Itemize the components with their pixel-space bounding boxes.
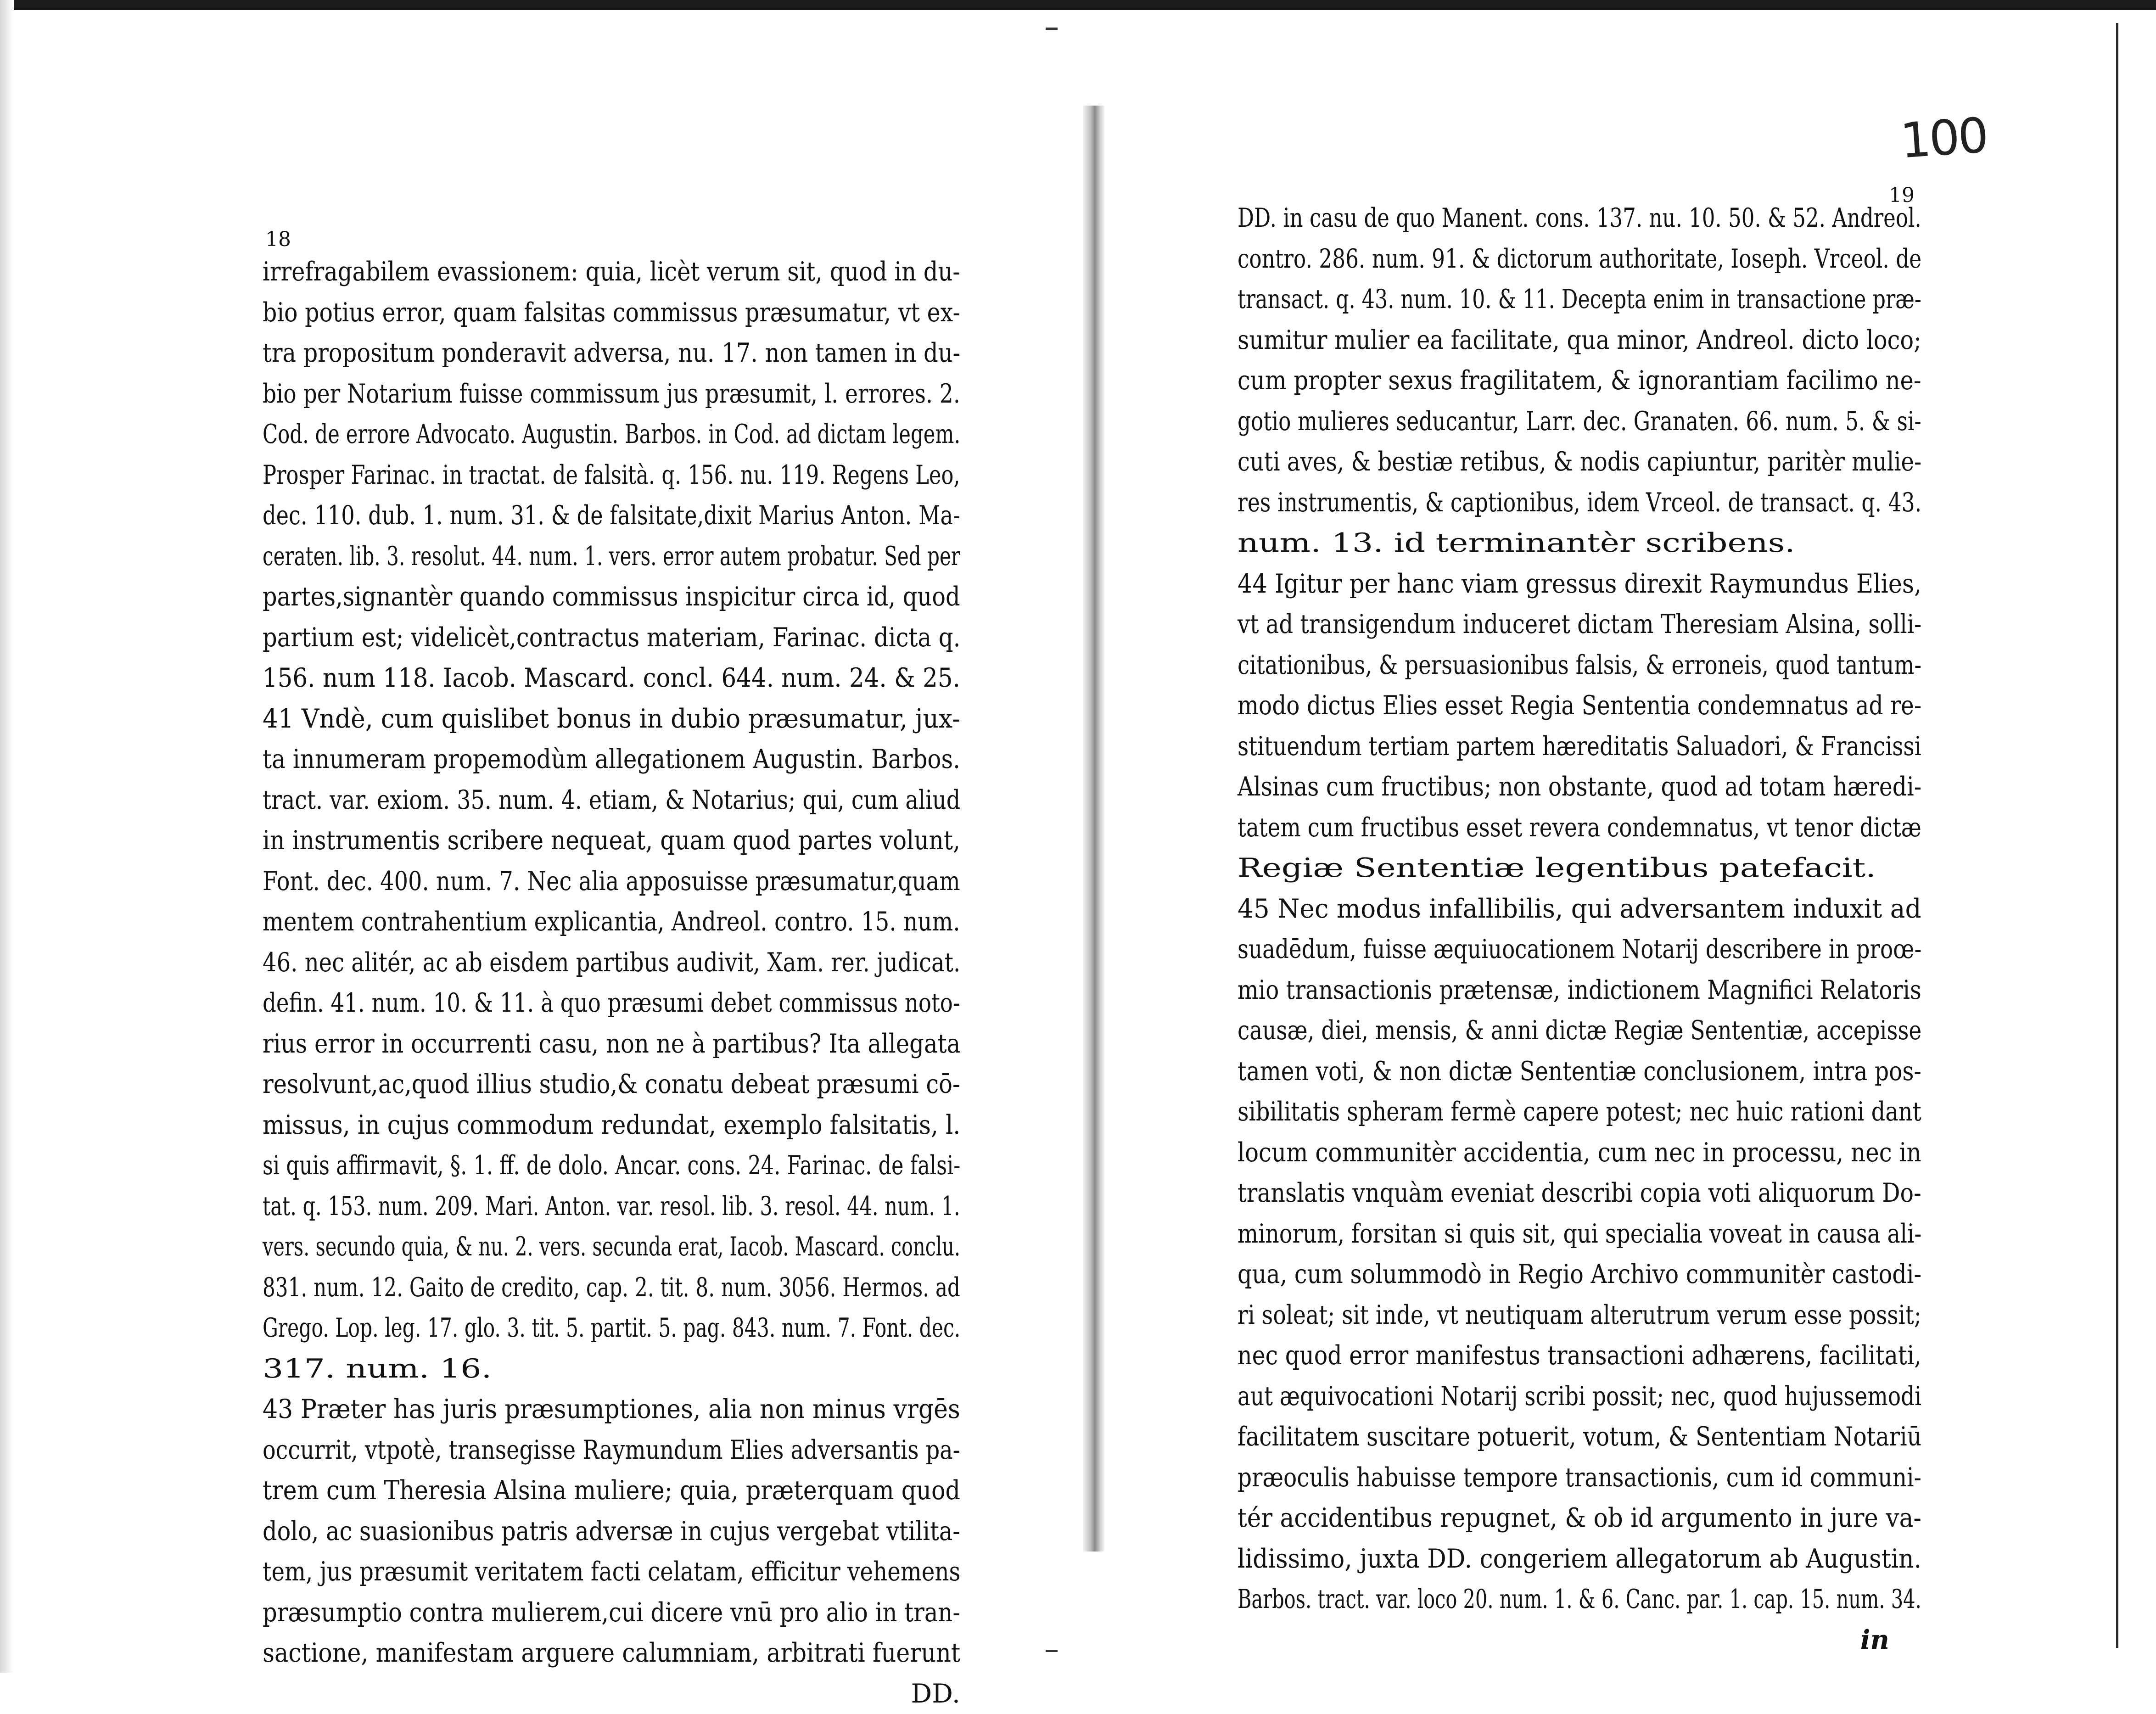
text-line: Font. dec. 400. num. 7. Nec alia apposuisse præsumatur,quam (263, 861, 864, 902)
book-gutter (1083, 106, 1104, 1552)
text-line: tra propositum ponderavit adversa, nu. 17. non tamen in du- (263, 333, 884, 374)
text-line: citationibus, & persuasionibus falsis, & erroneis, quod tantum- (1238, 645, 1801, 686)
text-line: 41 Vndè, cum quislibet bonus in dubio præsumatur, jux- (263, 699, 934, 739)
text-line: tatem cum fructibus esset revera condemnatus, vt tenor dictæ (1238, 807, 1804, 848)
scanner-top-shadow (0, 0, 2156, 10)
text-line: causæ, diei, mensis, & anni dictæ Regiæ Sententiæ, accepisse (1238, 1010, 1804, 1051)
text-line: partium est; videlicèt,contractus materiam, Farinac. dicta q. (263, 617, 886, 658)
text-line: ri soleat; sit inde, vt neutiquam alterutrum verum esse possit; (1238, 1295, 1810, 1336)
text-line: tamen voti, & non dictæ Sententiæ conclusionem, intra pos- (1238, 1051, 1826, 1092)
text-line: 45 Nec modus infallibilis, qui adversantem induxit ad (1238, 889, 1901, 930)
text-line: occurrit, vtpotè, transegisse Raymundum Elies adversantis pa- (263, 1430, 861, 1471)
text-line: si quis affirmavit, §. 1. ff. de dolo. Ancar. cons. 24. Farinac. de falsi- (263, 1145, 823, 1186)
text-line: bio per Notarium fuisse commissum jus præsumit, l. errores. 2. (263, 374, 854, 414)
text-line: rius error in occurrenti casu, non ne à partibus? Ita allegata (263, 1024, 887, 1064)
right-page-number: 19 (1889, 184, 1915, 207)
text-line: locum communitèr accidentia, cum nec in processu, nec in (1238, 1132, 1841, 1173)
text-line: transact. q. 43. num. 10. & 11. Decepta enim in transactione præ- (1238, 279, 1774, 320)
text-line: 44 Igitur per hanc viam gressus direxit Raymundus Elies, (1238, 564, 1853, 605)
left-page-number: 18 (265, 228, 291, 251)
catchword: in (1238, 1620, 1926, 1661)
text-line: Prosper Farinac. in tractat. de falsità. q. 156. nu. 119. Regens Leo, (263, 455, 825, 496)
text-line: sibilitatis spheram fermè capere potest; nec huic rationi dant (1238, 1092, 1815, 1132)
text-line: DD. in casu de quo Manent. cons. 137. nu. 10. 50. & 52. Andreol. (1238, 198, 1781, 239)
text-line: translatis vnquàm eveniat describi copia voti aliquorum Do- (1238, 1173, 1830, 1214)
handwritten-folio-note: 100 (1898, 107, 1988, 169)
text-line: sactione, manifestam arguere calumniam, arbitrati fuerunt (263, 1633, 899, 1674)
scanner-left-edge (0, 0, 14, 1673)
text-line: res instrumentis, & captionibus, idem Vrceol. de transact. q. 43. (1238, 482, 1789, 523)
page-last-word: DD. (263, 1674, 979, 1714)
text-line: cum propter sexus fragilitatem, & ignorantiam facilimo ne- (1238, 360, 1837, 401)
text-line: vers. secundo quia, & nu. 2. vers. secunda erat, Iacob. Mascard. conclu. (263, 1227, 784, 1267)
text-line: missus, in cujus commodum redundat, exemplo falsitatis, l. (263, 1105, 898, 1146)
text-line: in instrumentis scribere nequeat, quam quod partes volunt, (263, 820, 893, 861)
text-line: 317. num. 16. (263, 1349, 1158, 1389)
text-line: qua, cum solummodò in Regio Archivo communitèr castodi- (1238, 1254, 1832, 1295)
text-line: ceraten. lib. 3. resolut. 44. num. 1. vers. error autem probatur. Sed per (263, 536, 791, 577)
text-line: præoculis habuisse tempore transactionis, cum id communi- (1238, 1457, 1825, 1498)
text-line: cuti aves, & bestiæ retibus, & nodis capiuntur, paritèr mulie- (1238, 442, 1819, 482)
text-line: irrefragabilem evassionem: quia, licèt verum sit, quod in du- (263, 252, 884, 292)
left-page-text (263, 252, 979, 1714)
text-line: modo dictus Elies esset Regia Sententia condemnatus ad re- (1238, 685, 1824, 726)
text-line: tér accidentibus repugnet, & ob id argumento in jure va- (1238, 1498, 1861, 1539)
text-line: Barbos. tract. var. loco 20. num. 1. & 6. Canc. par. 1. cap. 15. num. 34. (1238, 1579, 1739, 1620)
text-line: num. 13. id terminantèr scribens. (1238, 523, 2098, 564)
text-line: partes,signantèr quando commissus inspicitur circa id, quod (263, 577, 883, 617)
text-line: mentem contrahentium explicantia, Andreol. contro. 15. num. (263, 902, 870, 942)
right-page-text (1238, 198, 1926, 1660)
gutter-mark-top (1046, 28, 1058, 30)
text-line: nec quod error manifestus transactioni adhærens, facilitati, (1238, 1335, 1830, 1376)
text-line: 831. num. 12. Gaito de credito, cap. 2. tit. 8. num. 3056. Hermos. ad (263, 1267, 811, 1308)
gutter-mark-bottom (1046, 1650, 1058, 1652)
text-line: lidissimo, juxta DD. congeriem allegatorum ab Augustin. (1238, 1539, 1864, 1580)
text-line: defin. 41. num. 10. & 11. à quo præsumi debet commissus noto- (263, 983, 849, 1024)
text-line: sumitur mulier ea facilitate, qua minor, Andreol. dicto loco; (1238, 320, 1835, 361)
text-line: gotio mulieres seducantur, Larr. dec. Granaten. 66. num. 5. & si- (1238, 401, 1786, 442)
text-line: Regiæ Sententiæ legentibus patefacit. (1238, 848, 2098, 889)
text-line: Cod. de errore Advocato. Augustin. Barbos. in Cod. ad dictam legem. (263, 414, 807, 455)
text-line: vt ad transigendum induceret dictam Theresiam Alsina, solli- (1238, 604, 1818, 645)
text-line: Alsinas cum fructibus; non obstante, quod ad totam hæredi- (1238, 767, 1828, 807)
right-page-edge (2116, 23, 2118, 1648)
text-line: tat. q. 153. num. 209. Mari. Anton. var. resol. lib. 3. resol. 44. num. 1. (263, 1186, 803, 1227)
text-line: præsumptio contra mulierem,cui dicere vnū pro alio in tran- (263, 1592, 885, 1633)
text-line: 43 Præter has juris præsumptiones, alia non minus vrgēs (263, 1389, 917, 1430)
text-line: trem cum Theresia Alsina muliere; quia, præterquam quod (263, 1470, 900, 1511)
text-line: Grego. Lop. leg. 17. glo. 3. tit. 5. partit. 5. pag. 843. num. 7. Font. dec. (263, 1308, 795, 1349)
text-line: suadēdum, fuisse æquiuocationem Notarij describere in proœ- (1238, 929, 1803, 970)
text-line: bio potius error, quam falsitas commissus præsumatur, vt ex- (263, 292, 878, 333)
text-line: tem, jus præsumit veritatem facti celatam, efficitur vehemens (263, 1552, 870, 1592)
text-line: resolvunt,ac,quod illius studio,& conatu debeat præsumi cō- (263, 1064, 885, 1105)
text-line: 156. num 118. Iacob. Mascard. concl. 644. num. 24. & 25. (263, 658, 908, 699)
text-line: aut æquivocationi Notarij scribi possit; nec, quod hujussemodi (1238, 1376, 1804, 1417)
text-line: stituendum tertiam partem hæreditatis Saluadori, & Francissi (1238, 726, 1807, 767)
text-line: contro. 286. num. 91. & dictorum authoritate, Ioseph. Vrceol. de (1238, 239, 1786, 280)
text-line: facilitatem suscitare potuerit, votum, & Sententiam Notariū (1238, 1417, 1828, 1457)
text-line: minorum, forsitan si quis sit, qui specialia voveat in causa ali- (1238, 1214, 1812, 1255)
text-line: dolo, ac suasionibus patris adversæ in cujus vergebat vtilita- (263, 1511, 882, 1552)
text-line: 46. nec alitér, ac ab eisdem partibus audivit, Xam. rer. judicat. (263, 942, 866, 983)
text-line: tract. var. exiom. 35. num. 4. etiam, & Notarius; qui, cum aliud (263, 780, 860, 821)
text-line: dec. 110. dub. 1. num. 31. & de falsitate,dixit Marius Anton. Ma- (263, 495, 844, 536)
text-line: mio transactionis prætensæ, indictionem Magnifici Relatoris (1238, 970, 1821, 1011)
text-line: ta innumeram propemodùm allegationem Augustin. Barbos. (263, 739, 890, 780)
